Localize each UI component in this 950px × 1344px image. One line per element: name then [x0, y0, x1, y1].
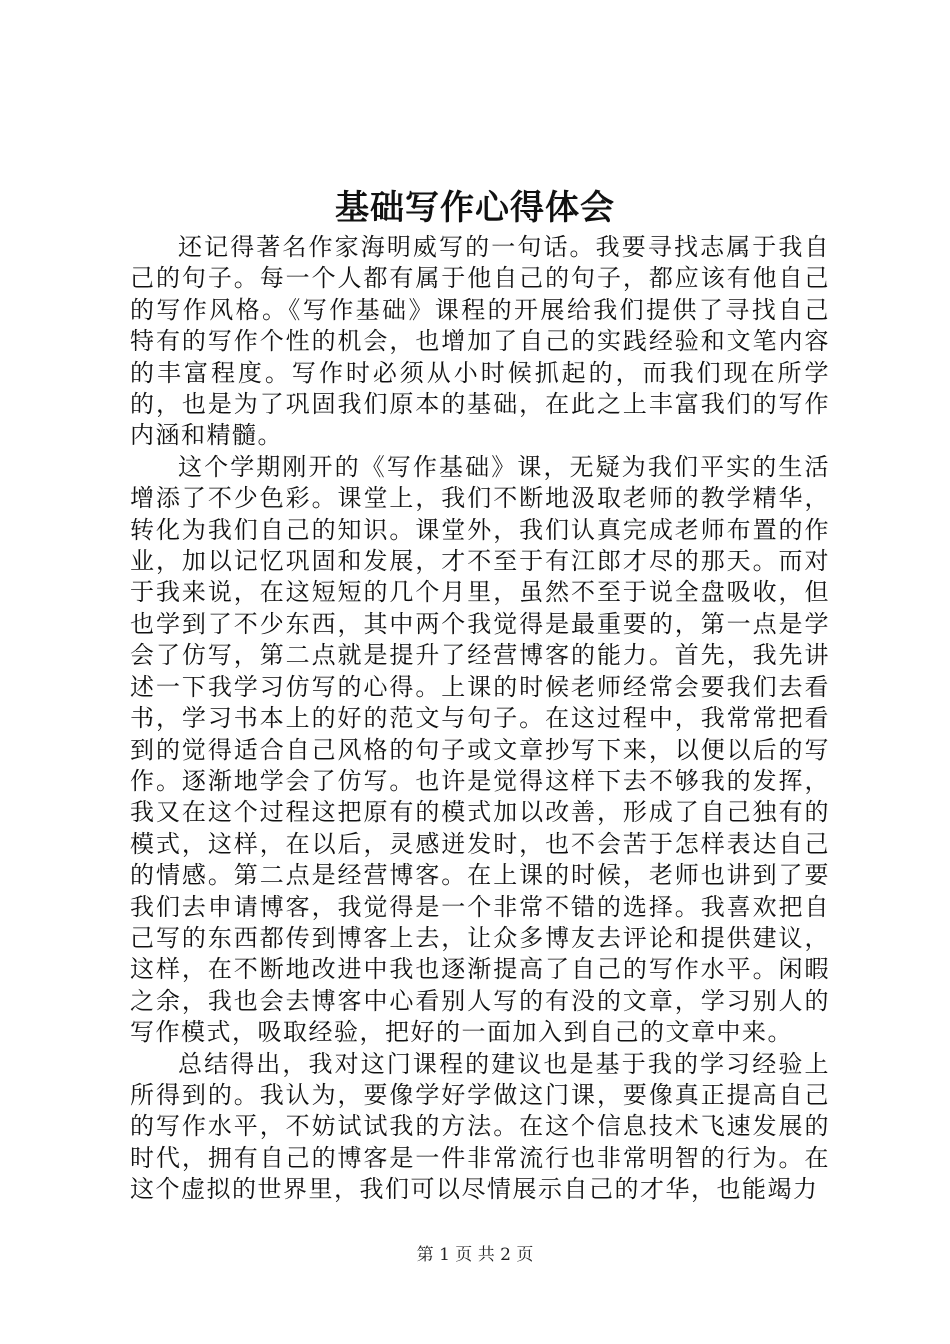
paragraph-3: 总结得出，我对这门课程的建议也是基于我的学习经验上所得到的。我认为，要像学好学做这门课，要像真正提高自己的写作水平，不妨试试我的方法。在这个信息技术飞速发展的时代，拥有自己的博客是一件非常流行也非常明智的行为。在这个虚拟的世界里，我们可以尽情展示自己的才华，也能竭力 [130, 1049, 830, 1204]
document-title: 基础写作心得体会 [335, 188, 615, 228]
document-body [130, 232, 830, 1206]
page-number-footer: 第 1 页 共 2 页 [416, 1245, 534, 1265]
paragraph-1: 还记得著名作家海明威写的一句话。我要寻找志属于我自己的句子。每一个人都有属于他自己的句子，都应该有他自己的写作风格。《写作基础》课程的开展给我们提供了寻找自己特有的写作个性的机会，也增加了自己的实践经验和文笔内容的丰富程度。写作时必须从小时候抓起的，而我们现在所学的，也是为了巩固我们原本的基础，在此之上丰富我们的写作内涵和精髓。 [130, 233, 830, 450]
paragraph-2: 这个学期刚开的《写作基础》课，无疑为我们平实的生活增添了不少色彩。课堂上，我们不断地汲取老师的教学精华，转化为我们自己的知识。课堂外，我们认真完成老师布置的作业，加以记忆巩固和发展，才不至于有江郎才尽的那天。而对于我来说，在这短短的几个月里，虽然不至于说全盘吸收，但也学到了不少东西，其中两个我觉得是最重要的，第一点是学会了仿写，第二点就是提升了经营博客的能力。首先，我先讲述一下我学习仿写的心得。上课的时候老师经常会要我们去看书，学习书本上的好的范文与句子。在这过程中，我常常把看到的觉得适合自己风格的句子或文章抄写下来，以便以后的写作。逐渐地学会了仿写。也许是觉得这样下去不够我的发挥，我又在这个过程这把原有的模式加以改善，形成了自己独有的模式，这样，在以后，灵感迸发时，也不会苦于怎样表达自己的情感。第二点是经营博客。在上课的时候，老师也讲到了要我们去申请博客，我觉得是一个非常不错的选择。我喜欢把自己写的东西都传到博客上去，让众多博友去评论和提供建议，这样，在不断地改进中我也逐渐提高了自己的写作水平。闲暇之余，我也会去博客中心看别人写的有没的文章，学习别人的写作模式，吸取经验，把好的一面加入到自己的文章中来。 [130, 452, 830, 1047]
